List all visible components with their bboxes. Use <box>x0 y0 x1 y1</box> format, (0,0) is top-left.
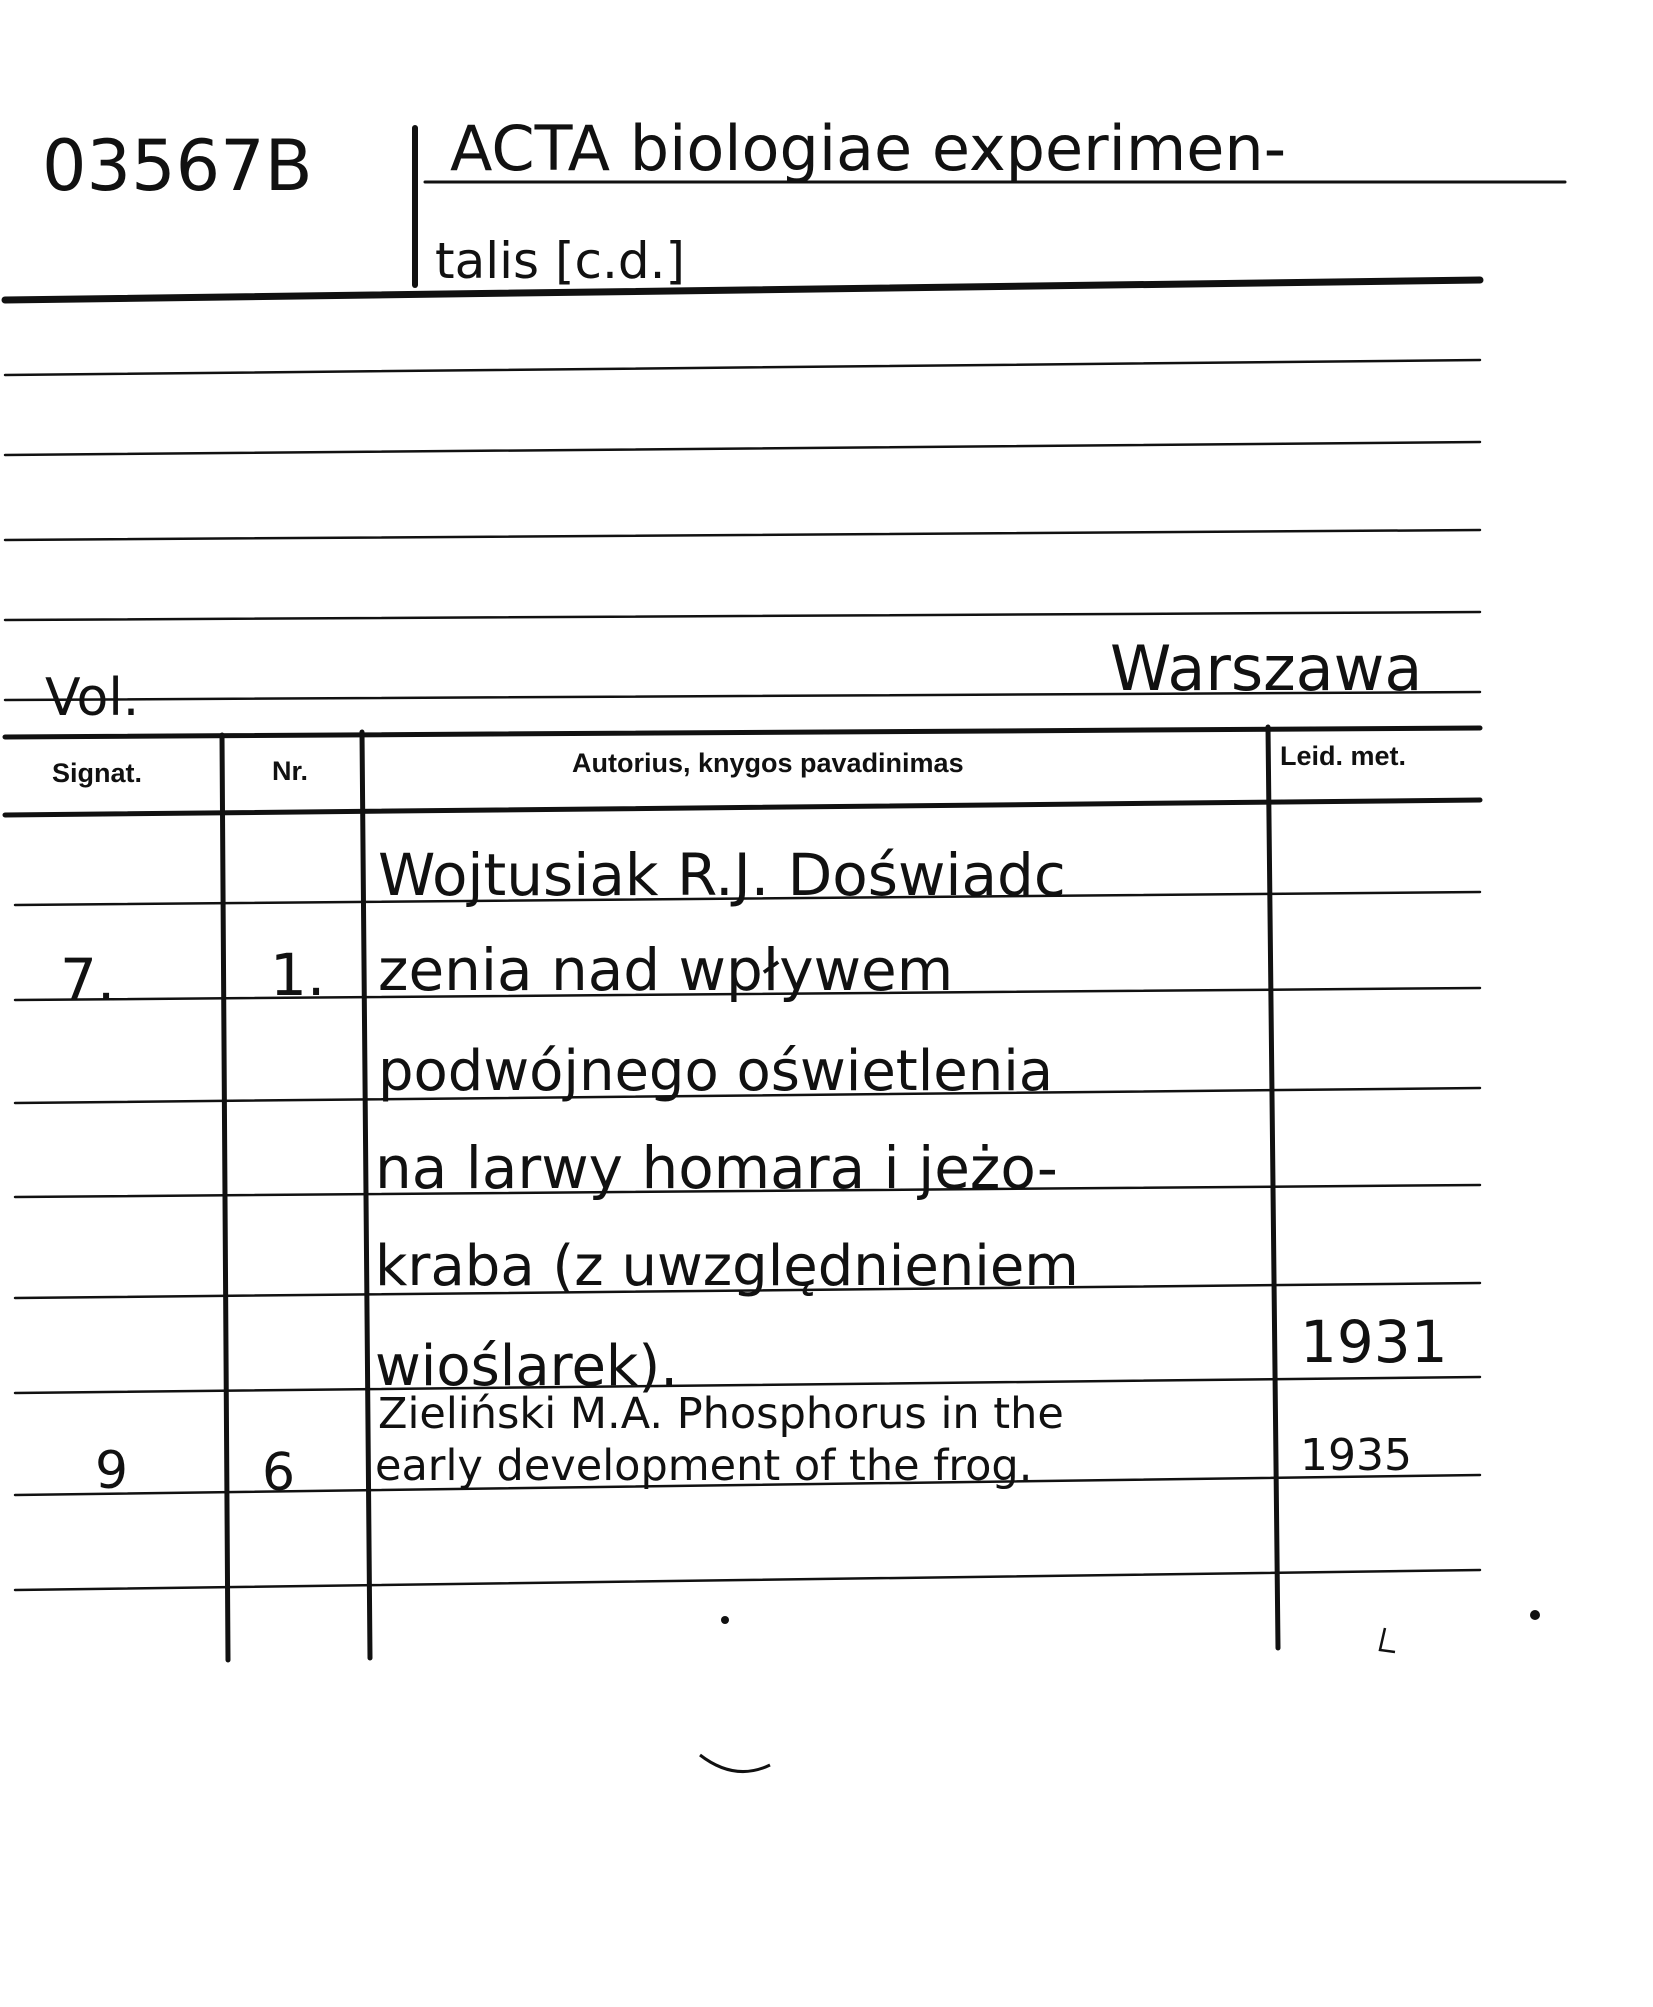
blank-rule-4 <box>5 612 1480 620</box>
scan-mark <box>700 1755 770 1772</box>
header-rule <box>5 280 1480 300</box>
entry-1-year: 1931 <box>1300 1308 1448 1376</box>
entry-1-line-3: podwójnego oświetlenia <box>378 1039 1054 1104</box>
blank-rule-2 <box>5 442 1480 455</box>
entry-1-line-6: wiośl​arek). <box>375 1334 678 1399</box>
column-header-nr: Nr. <box>272 756 309 786</box>
entry-2-nr: 6 <box>262 1443 296 1503</box>
title-line-2: talis [c.d.] <box>435 232 685 290</box>
entry-1-line-5: kraba (z uwzględnieniem <box>375 1234 1079 1299</box>
column-rule-1 <box>222 735 228 1660</box>
entry-1-line-4: na larwy homara i jeżo- <box>375 1134 1058 1202</box>
column-header-rule <box>5 800 1480 815</box>
scan-dot <box>721 1616 729 1624</box>
entry-1-line-1: Wojtusiak R.J. Doświadc <box>378 841 1066 909</box>
call-number: 03567B <box>42 125 313 207</box>
blank-rule-3 <box>5 530 1480 540</box>
entry-1-line-2: zenia nad wpływem <box>378 936 954 1004</box>
publication-place: Warszawa <box>1110 632 1423 705</box>
vol-label: Vol. <box>45 668 140 728</box>
entry-2-signat: 9 <box>95 1441 129 1501</box>
entry-1-signat: 7. <box>60 946 116 1014</box>
row-rule-8 <box>15 1570 1480 1590</box>
title-line-1: ACTA biologiae experimen- <box>450 112 1287 185</box>
column-header-year: Leid. met. <box>1280 741 1407 771</box>
column-header-author-title: Autorius, knygos pavadinimas <box>572 748 964 778</box>
scan-dot <box>1530 1610 1540 1620</box>
scan-mark <box>1380 1628 1395 1652</box>
entry-2-line-1: Zieliński M.A. Phosphorus in the <box>378 1389 1064 1439</box>
table-top-rule <box>5 728 1480 737</box>
column-header-signat: Signat. <box>52 758 143 788</box>
blank-rule-1 <box>5 360 1480 375</box>
entry-2-line-2: early development of the frog. <box>375 1441 1033 1491</box>
entry-1-nr: 1. <box>270 941 326 1009</box>
entry-2-year: 1935 <box>1300 1430 1412 1481</box>
